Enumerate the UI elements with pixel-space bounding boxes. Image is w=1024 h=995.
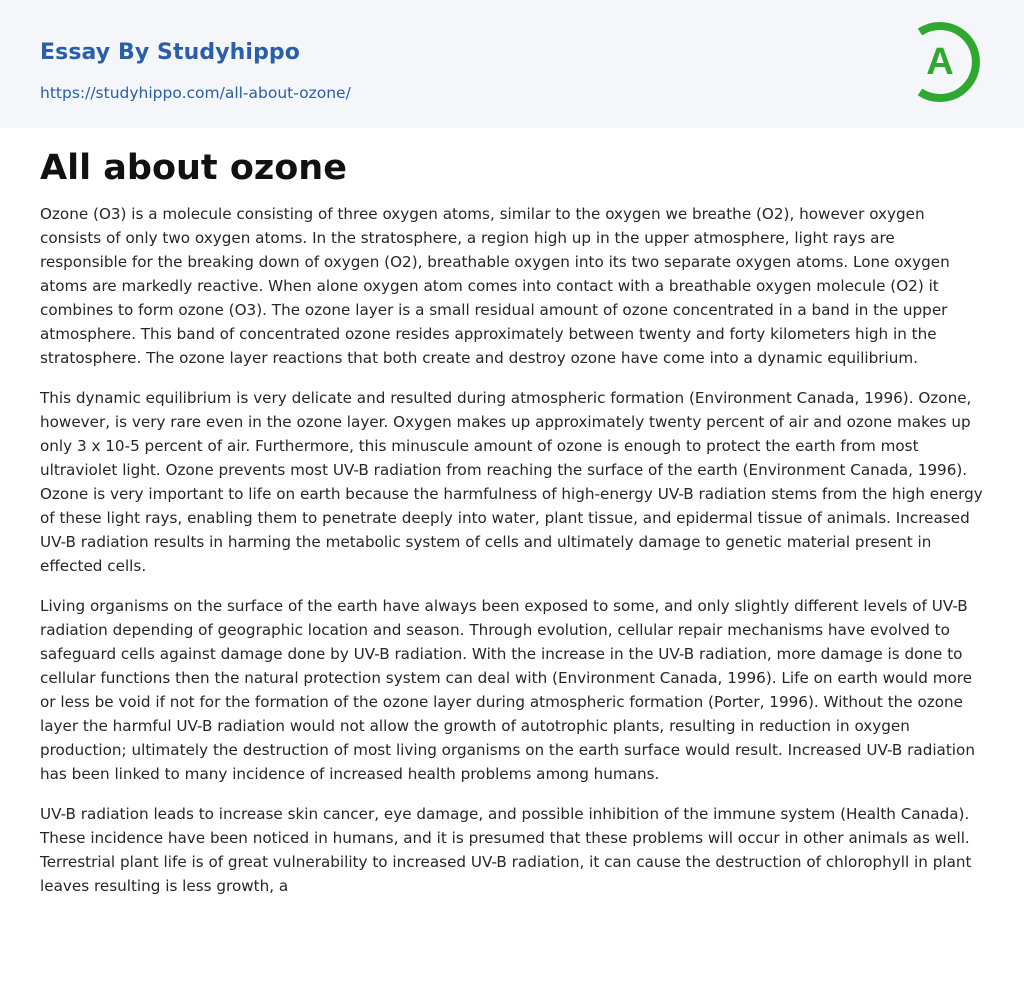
- site-brand[interactable]: Essay By Studyhippo: [40, 40, 300, 65]
- logo-letter: A: [926, 41, 954, 83]
- paragraph-4: UV-B radiation leads to increase skin cancer, eye damage, and possible inhibition of the immune system (Health Canada). These incidence have been noticed in humans, and it is presumed that these problems will occur in other animals as well. Terrestrial plant life is of great vulnerability to increased UV-B radiation, it can cause the destruction of chlorophyll in plant leaves resulting is less growth, a: [40, 805, 972, 895]
- site-header: [0, 0, 1024, 128]
- paragraph-2: This dynamic equilibrium is very delicate and resulted during atmospheric formation (Environment Canada, 1996). Ozone, however, is very rare even in the ozone layer. Oxygen makes up approximately twenty percent of air and ozone makes up only 3 x 10-5 percent of air. Furthermore, this minuscule amount of ozone is enough to protect the earth from most ultraviolet light. Ozone prevents most UV-B radiation from reaching the surface of the earth (Environment Canada, 1996). Ozone is very important to life on earth because the harmfulness of high-energy UV-B radiation stems from the high energy of these light rays, enabling them to penetrate deeply into water, plant tissue, and epidermal tissue of animals. Increased UV-B radiation results in harming the metabolic system of cells and ultimately damage to genetic material present in effected cells.: [40, 389, 983, 575]
- article-url-link[interactable]: https://studyhippo.com/all-about-ozone/: [40, 84, 351, 102]
- article-body: [40, 144, 986, 914]
- studyhippo-logo-icon[interactable]: [908, 18, 988, 106]
- article-title: All about ozone: [40, 148, 347, 188]
- paragraph-1: Ozone (O3) is a molecule consisting of three oxygen atoms, similar to the oxygen we breathe (O2), however oxygen consists of only two oxygen atoms. In the stratosphere, a region high up in the upper atmosphere, light rays are responsible for the breaking down of oxygen (O2), breathable oxygen into its two separate oxygen atoms. Lone oxygen atoms are markedly reactive. When alone oxygen atom comes into contact with a breathable oxygen molecule (O2) it combines to form ozone (O3). The ozone layer is a small residual amount of ozone concentrated in a band in the upper atmosphere. This band of concentrated ozone resides approximately between twenty and forty kilometers high in the stratosphere. The ozone layer reactions that both create and destroy ozone have come into a dynamic equilibrium.: [40, 205, 950, 367]
- paragraph-3: Living organisms on the surface of the earth have always been exposed to some, and only slightly different levels of UV-B radiation depending of geographic location and season. Through evolution, cellular repair mechanisms have evolved to safeguard cells against damage done by UV-B radiation. With the increase in the UV-B radiation, more damage is done to cellular functions then the natural protection system can deal with (Environment Canada, 1996). Life on earth would more or less be void if not for the formation of the ozone layer during atmospheric formation (Porter, 1996). Without the ozone layer the harmful UV-B radiation would not allow the growth of autotrophic plants, resulting in reduction in oxygen production; ultimately the destruction of most living organisms on the earth surface would result. Increased UV-B radiation has been linked to many incidence of increased health problems among humans.: [40, 597, 975, 783]
